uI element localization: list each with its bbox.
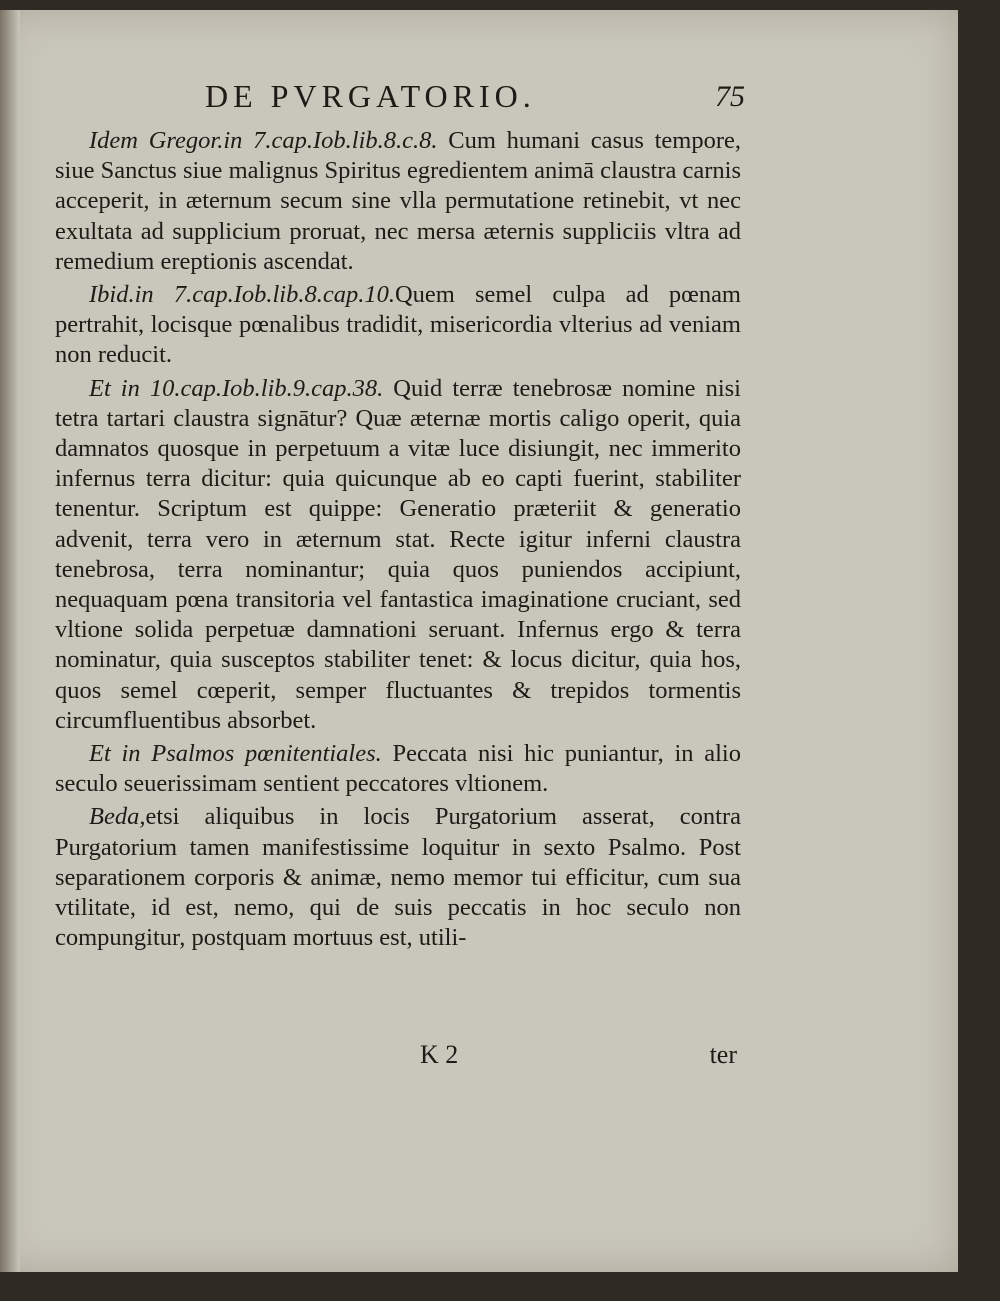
citation: Idem Gregor.in 7.cap.Iob.lib.8.c.8. <box>89 127 438 154</box>
page-body <box>55 126 741 956</box>
paragraph-text: Peccata nisi hic puniantur, in alio seculo seuerissimam sentient peccatores vltionem. <box>55 740 741 798</box>
page-gutter <box>0 10 20 1272</box>
signature-mark: K 2 <box>420 1040 459 1069</box>
paragraph <box>55 126 741 277</box>
citation: Beda, <box>89 803 146 831</box>
paragraph-text: Quid terræ tenebrosæ nomine nisi tetra tartari claustra signātur? Quæ æternæ mortis caligo operit, quia damnatos quosque in perpetuum a vitæ luce disiungit, nec immerito infernus terra dicitur: quia quicunque ab eo capti fuerint, stabiliter tenentur. Scriptum est quippe: Generatio præteriit & generatio advenit, terra vero in æternum stat. Recte igitur inferni claustra tenebrosa, terra nominantur; quia quos puniendos accipiunt, nequaquam pœna transitoria vel fantastica imaginatione cruciant, sed vltione solida perpetuæ damnationi seruant. Infernus ergo & terra nominatur, quia susceptos stabiliter tenet: & locus dicitur, quia hos, quos semel cœperit, semper fluctuantes & trepidos tormentis circumfluentibus absorbet. <box>55 374 741 734</box>
paragraph <box>55 374 741 736</box>
paragraph <box>55 739 741 799</box>
paragraph <box>55 802 741 953</box>
citation: Et in Psalmos pœnitentiales. <box>89 740 382 768</box>
page-header <box>205 78 745 122</box>
citation: Et in 10.cap.Iob.lib.9.cap.38. <box>89 374 384 402</box>
catchword: ter <box>709 1040 737 1069</box>
paragraph-text: Cum humani casus tempore, siue Sanctus siue malignus Spiritus egredientem animā claustra carnis acceperit, in æternum secum sine vlla permutatione retinebit, vt nec exultata ad supplicium proruat, nec mersa æternis suppliciis vltra ad remedium ereptionis ascendat. <box>55 127 741 275</box>
paragraph-text: Quem semel culpa ad pœnam pertrahit, locisque pœnalibus tradidit, misericordia vlterius ad veniam non reducit. <box>55 281 741 369</box>
page-number: 75 <box>715 80 745 113</box>
running-title: DE PVRGATORIO. <box>205 78 536 114</box>
citation: Ibid.in 7.cap.Iob.lib.8.cap.10. <box>89 281 395 309</box>
paragraph-text: etsi aliquibus in locis Purgatorium asserat, contra Purgatorium tamen manifestissime loquitur in sexto Psalmo. Post separationem corporis & animæ, nemo memor tui efficitur, cum sua vtilitate, id est, nemo, qui de suis peccatis in hoc seculo non compungitur, postquam mortuus est, utili- <box>55 803 741 952</box>
paragraph <box>55 280 741 371</box>
page-footer <box>55 1040 741 1074</box>
